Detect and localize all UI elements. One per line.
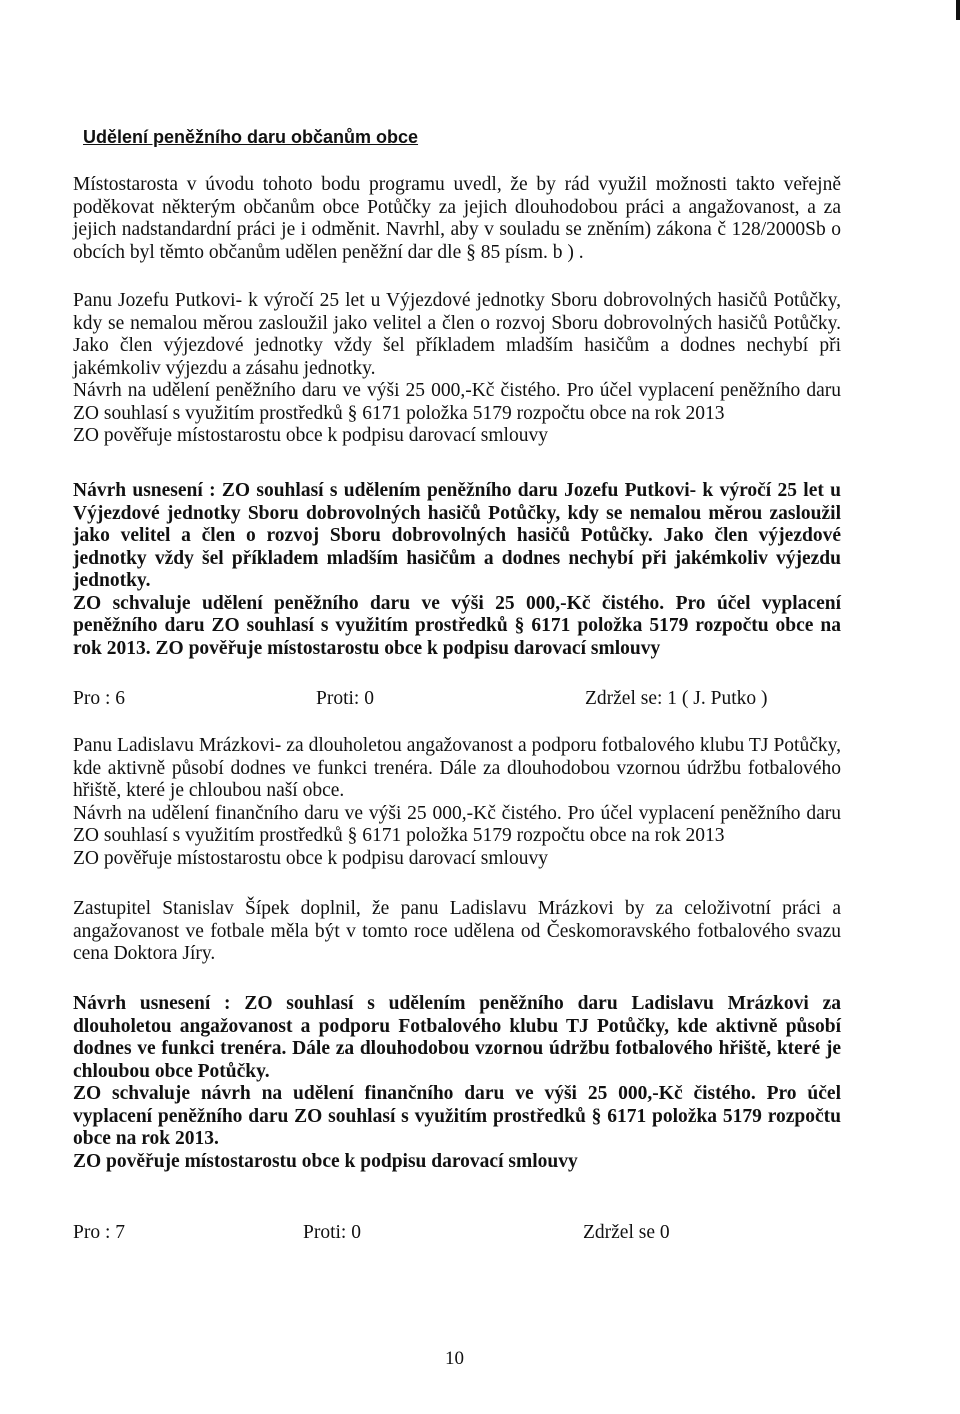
putko-proposal: Návrh na udělení peněžního daru ve výši 25 000,-Kč čistého. Pro účel vyplacení peněžního daru ZO souhlasí s využitím prostředků § 6171 položka 5179 rozpočtu obce na rok 2013: [73, 380, 841, 424]
vote-pro: Pro : 6: [73, 688, 126, 709]
putko-resolution-2: ZO schvaluje udělení peněžního daru ve výši 25 000,-Kč čistého. Pro účel vyplacení peněžního daru ZO souhlasí s využitím prostředků § 6171 položka 5179 rozpočtu obce na rok 2013. ZO pověřuje místostarostu obce k podpisu darovací smlouvy: [73, 592, 841, 659]
mrazek-proposal: Návrh na udělení finančního daru ve výši 25 000,-Kč čistého. Pro účel vyplacení peněžního daru ZO souhlasí s využitím prostředků § 6171 položka 5179 rozpočtu obce na rok 2013: [73, 802, 841, 846]
putko-resolution-1: Návrh usnesení : ZO souhlasí s udělením peněžního daru Jozefu Putkovi- k výročí 25 let u Výjezdové jednotky Sboru dobrovolných hasičů Potůčky, kdy se nemalou měrou zasloužil jako velitel a člen o rozvoj Sboru dobrovolných hasičů Potůčky. Jako člen výjezdové jednotky vždy šel příkladem mladším hasičům a dodnes nechybí při jakémkoliv výjezdu jednotky.: [73, 480, 841, 591]
page-title: Udělení peněžního daru občanům obce: [83, 127, 419, 147]
mrazek-vote: [73, 1222, 841, 1246]
page-number: 10: [445, 1348, 464, 1369]
vote-zdrzel: Zdržel se: 1 ( J. Putko ): [585, 688, 768, 709]
intro-paragraph: Místostarosta v úvodu tohoto bodu programu uvedl, že by rád využil možnosti takto veřejně poděkovat některým občanům obce Potůčky za jejich dlouhodobou práci a angažovanost, a za jejich nadstandardní práci je i odměnit. Navrhl, aby v souladu se zněním) zákona č 128/2000Sb o obcích byl těmto občanům udělen peněžní dar dle § 85 písm. b ) .: [73, 174, 841, 263]
mrazek-authorize: ZO pověřuje místostarostu obce k podpisu darovací smlouvy: [73, 847, 548, 869]
putko-authorize: ZO pověřuje místostarostu obce k podpisu darovací smlouvy: [73, 425, 548, 446]
mrazek-resolution-3: ZO pověřuje místostarostu obce k podpisu darovací smlouvy: [73, 1150, 578, 1172]
mrazek-addition-section: [73, 898, 841, 966]
vote-zdrzel: Zdržel se 0: [583, 1222, 670, 1243]
mrazek-resolution-1: Návrh usnesení : ZO souhlasí s udělením peněžního daru Ladislavu Mrázkovi za dlouholetou angažovanost a podporu Fotbalového klubu TJ Potůčky, kde aktivně působí dodnes ve funkci trenéra. Dále za dlouhodobou vzornou údržbu fotbalového hřiště, které je chloubou obce Potůčky.: [73, 993, 841, 1082]
vote-proti: Proti: 0: [303, 1222, 361, 1243]
vote-pro: Pro : 7: [73, 1222, 126, 1243]
mrazek-resolution: [73, 993, 841, 1173]
vote-proti: Proti: 0: [316, 688, 374, 709]
putko-paragraph: Panu Jozefu Putkovi- k výročí 25 let u Výjezdové jednotky Sboru dobrovolných hasičů Potůčky, kdy se nemalou měrou zasloužil jako velitel a člen o rozvoj Sboru dobrovolných hasičů Potůčky. Jako člen výjezdové jednotky vždy šel příkladem mladším hasičům a dodnes nechybí při jakémkoliv výjezdu a zásahu jednotky.: [73, 290, 841, 379]
mrazek-resolution-2: ZO schvaluje návrh na udělení finančního daru ve výši 25 000,-Kč čistého. Pro účel vyplacení peněžního daru ZO souhlasí s využitím prostředků § 6171 položka 5179 rozpočtu obce na rok 2013.: [73, 1083, 841, 1149]
putko-resolution: [73, 480, 841, 660]
intro-section: [73, 174, 841, 264]
mrazek-addition: Zastupitel Stanislav Šípek doplnil, že panu Ladislavu Mrázkovi by za celoživotní práci a angažovanost ve fotbale měla být v tomto roce udělena od Českomoravského fotbalového svazu cena Doktora Jíry.: [73, 898, 841, 964]
scan-corner-mark: [956, 0, 960, 20]
mrazek-paragraph: Panu Ladislavu Mrázkovi- za dlouholetou angažovanost a podporu fotbalového klubu TJ Potůčky, kde aktivně působí dodnes ve funkci trenéra. Dále za dlouhodobou vzornou údržbu fotbalového hřiště, které je chloubou naší obce.: [73, 735, 841, 801]
putko-section: [73, 290, 841, 448]
mrazek-section: [73, 735, 841, 870]
putko-vote: [73, 688, 841, 712]
